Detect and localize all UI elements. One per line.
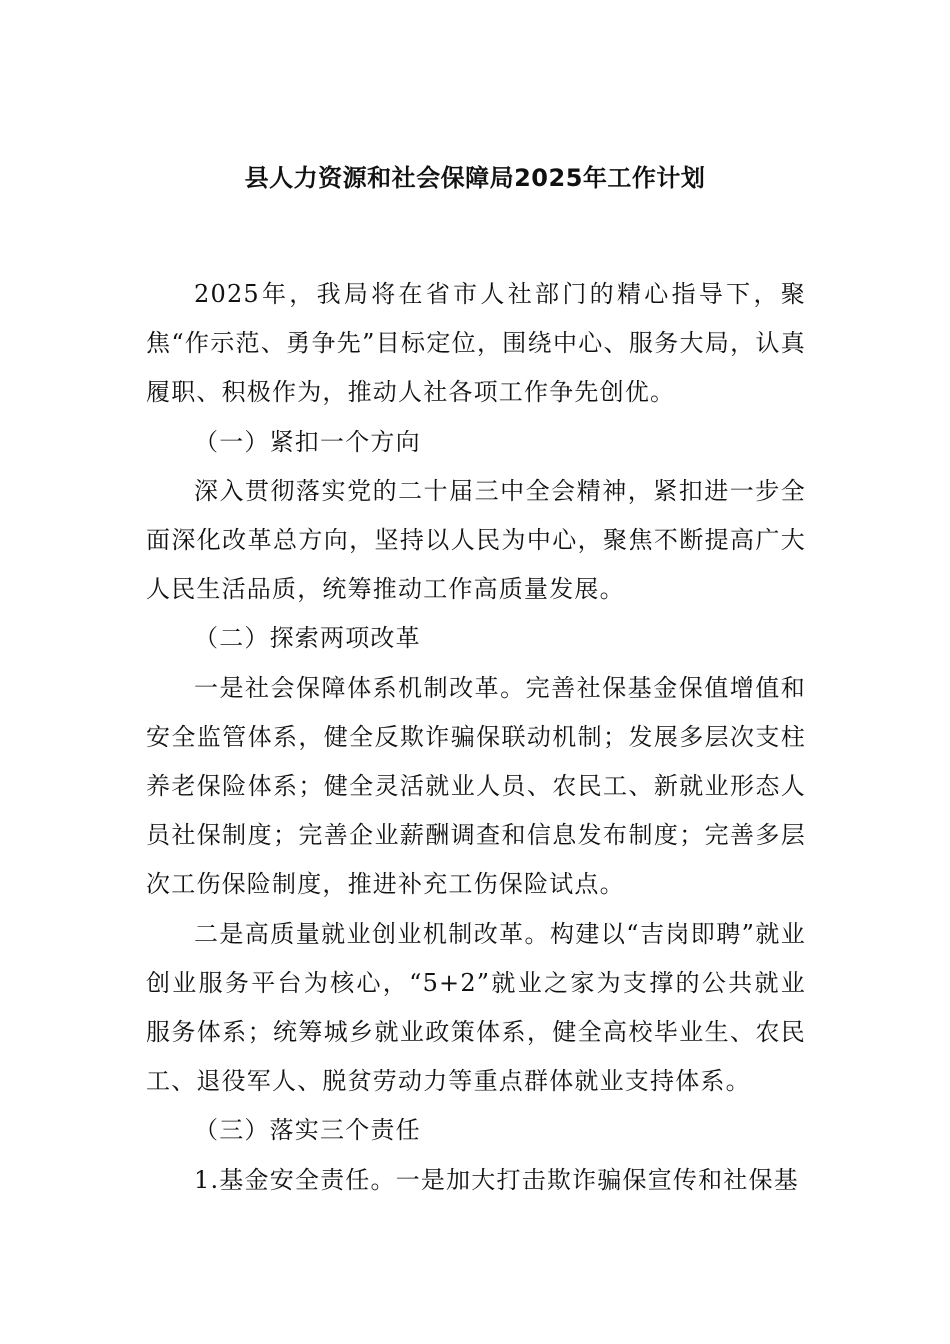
document-title: 县人力资源和社会保障局2025年工作计划 [244, 164, 706, 192]
paragraph-social-security-reform: 一是社会保障体系机制改革。完善社保基金保值增值和安全监管体系，健全反欺诈骗保联动机制；发展多层次支柱养老保险体系；健全灵活就业人员、农民工、新就业形态人员社保制度；完善企业薪酬调查和信息发布制度；完善多层次工伤保险制度，推进补充工伤保险试点。 [146, 673, 806, 899]
paragraph-intro: 2025年，我局将在省市人社部门的精心指导下，聚焦“作示范、勇争先”目标定位，围绕中心、服务大局，认真履职、积极作为，推动人社各项工作争先创优。 [146, 280, 806, 407]
section-heading-3: （三）落实三个责任 [194, 1116, 421, 1145]
paragraph-direction: 深入贯彻落实党的二十届三中全会精神，紧扣进一步全面深化改革总方向，坚持以人民为中心，聚焦不断提高广大人民生活品质，统筹推动工作高质量发展。 [146, 476, 806, 604]
section-heading-2: （二）探索两项改革 [194, 624, 421, 653]
paragraph-employment-reform: 二是高质量就业创业机制改革。构建以“吉岗即聘”就业创业服务平台为核心，“5+2”就业之家为支撑的公共就业服务体系；统筹城乡就业政策体系，健全高校毕业生、农民工、退役军人、脱贫劳动力等重点群体就业支持体系。 [146, 919, 806, 1096]
section-heading-1: （一）紧扣一个方向 [194, 427, 421, 456]
paragraph-fund-safety: 1.基金安全责任。一是加大打击欺诈骗保宣传和社保基 [194, 1165, 799, 1194]
document-body [146, 270, 806, 1205]
